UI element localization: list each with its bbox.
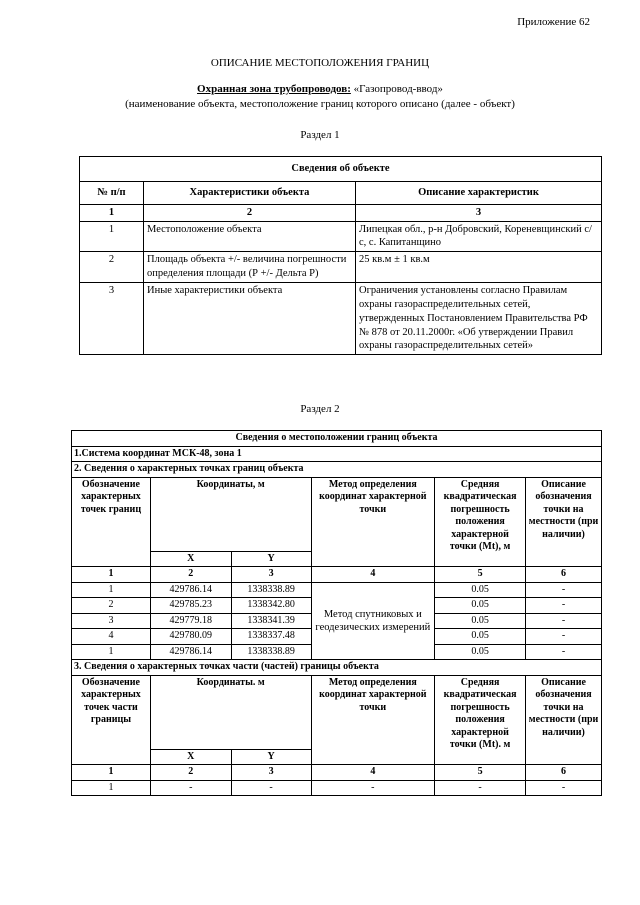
- point-id: 2: [72, 598, 151, 614]
- object-name-note: (наименование объекта, местоположение границ которого описано (далее - объект): [125, 98, 515, 110]
- method-value: Метод спутниковых и геодезических измерений: [311, 582, 435, 660]
- point-mt: 0.05: [435, 613, 526, 629]
- part-2-title: 2. Сведения о характерных точках границ объекта: [72, 462, 602, 478]
- column-number: 1: [80, 204, 144, 221]
- point-description: -: [526, 629, 602, 645]
- row-number: 2: [80, 252, 144, 283]
- point-y: 1338342.80: [231, 598, 311, 614]
- point-description: -: [526, 644, 602, 660]
- point-description: -: [526, 613, 602, 629]
- row-number: 3: [80, 283, 144, 355]
- section-1-heading: Раздел 1: [300, 129, 340, 141]
- method-header: Метод определения координат характерной точки: [311, 675, 435, 765]
- point-y: 1338341.39: [231, 613, 311, 629]
- point-id: 4: [72, 629, 151, 645]
- appendix-number: Приложение 62: [517, 16, 590, 28]
- point-y: 1338338.89: [231, 582, 311, 598]
- table-title: Сведения об объекте: [80, 157, 602, 182]
- column-number: 1: [72, 567, 151, 583]
- table-row: [80, 252, 602, 283]
- object-info-table: [79, 156, 602, 355]
- section-2-heading: Раздел 2: [300, 403, 340, 415]
- column-number: 2: [150, 567, 231, 583]
- coordinates-header: Координаты, м: [150, 477, 311, 551]
- part-point-mt: -: [435, 780, 526, 796]
- point-x: 429786.14: [150, 582, 231, 598]
- table-row: [80, 283, 602, 355]
- designation-header: Обозначение характерных точек части границы: [72, 675, 151, 765]
- y-header: Y: [231, 749, 311, 765]
- characteristic-description: 25 кв.м ± 1 кв.м: [356, 252, 602, 283]
- column-number: 3: [356, 204, 602, 221]
- characteristic: Площадь объекта +/- величина погрешности определения площади (Р +/- Дельта Р): [144, 252, 356, 283]
- point-id: 1: [72, 644, 151, 660]
- column-number: 4: [311, 567, 435, 583]
- column-header: Характеристики объекта: [144, 181, 356, 204]
- object-type-label: Охранная зона трубопроводов:: [197, 83, 351, 95]
- y-header: Y: [231, 551, 311, 567]
- point-id: 3: [72, 613, 151, 629]
- point-y: 1338338.89: [231, 644, 311, 660]
- point-mt: 0.05: [435, 598, 526, 614]
- x-header: X: [150, 749, 231, 765]
- part-point-method: -: [311, 780, 435, 796]
- method-header: Метод определения координат характерной точки: [311, 477, 435, 567]
- table-row: [72, 582, 602, 598]
- characteristic: Иные характеристики объекта: [144, 283, 356, 355]
- characteristic: Местоположение объекта: [144, 221, 356, 252]
- characteristic-description: Ограничения установлены согласно Правилам охраны газораспределительных сетей, утвержденных Постановлением Правительства РФ № 878 от 20.11.2000г. «Об утверждении Правил охраны газораспределительных сетей»: [356, 283, 602, 355]
- document-title: ОПИСАНИЕ МЕСТОПОЛОЖЕНИЯ ГРАНИЦ: [210, 57, 430, 69]
- x-header: X: [150, 551, 231, 567]
- designation-header: Обозначение характерных точек границ: [72, 477, 151, 567]
- point-x: 429779.18: [150, 613, 231, 629]
- row-number: 1: [80, 221, 144, 252]
- point-mt: 0.05: [435, 582, 526, 598]
- point-description: -: [526, 582, 602, 598]
- point-mt: 0.05: [435, 644, 526, 660]
- column-header: № п/п: [80, 181, 144, 204]
- column-number: 3: [231, 567, 311, 583]
- point-y: 1338337.48: [231, 629, 311, 645]
- point-id: 1: [72, 582, 151, 598]
- column-header: Описание характеристик: [356, 181, 602, 204]
- column-number: 2: [150, 765, 231, 781]
- description-header: Описание обозначения точки на местности (при наличии): [526, 675, 602, 765]
- object-name: [0, 83, 640, 95]
- column-number: 6: [526, 567, 602, 583]
- point-x: 429786.14: [150, 644, 231, 660]
- part-point-y: -: [231, 780, 311, 796]
- part-point-x: -: [150, 780, 231, 796]
- object-name-value: «Газопровод-ввод»: [350, 83, 443, 95]
- column-number: 4: [311, 765, 435, 781]
- column-number: 3: [231, 765, 311, 781]
- column-number: 1: [72, 765, 151, 781]
- part-point-description: -: [526, 780, 602, 796]
- point-x: 429780.09: [150, 629, 231, 645]
- part-3-title: 3. Сведения о характерных точках части (частей) границы объекта: [72, 660, 602, 676]
- column-number: 2: [144, 204, 356, 221]
- column-number: 5: [435, 765, 526, 781]
- point-x: 429785.23: [150, 598, 231, 614]
- part-point-id: 1: [72, 780, 151, 796]
- rmse-header: Средняя квадратическая погрешность положения характерной точки (Mt), м: [435, 477, 526, 567]
- table-row: [72, 780, 602, 796]
- characteristic-description: Липецкая обл., р-н Добровский, Кореневщинский с/с, с. Капитанщино: [356, 221, 602, 252]
- column-number: 6: [526, 765, 602, 781]
- column-number: 5: [435, 567, 526, 583]
- description-header: Описание обозначения точки на местности (при наличии): [526, 477, 602, 567]
- rmse-header: Средняя квадратическая погрешность положения характерной точки (Mt). м: [435, 675, 526, 765]
- table-row: [80, 221, 602, 252]
- point-description: -: [526, 598, 602, 614]
- table-title: Сведения о местоположении границ объекта: [72, 431, 602, 447]
- coordinates-header: Координаты. м: [150, 675, 311, 749]
- boundary-location-table: [71, 430, 602, 796]
- point-mt: 0.05: [435, 629, 526, 645]
- coordinate-system: 1.Система координат МСК-48, зона 1: [72, 446, 602, 462]
